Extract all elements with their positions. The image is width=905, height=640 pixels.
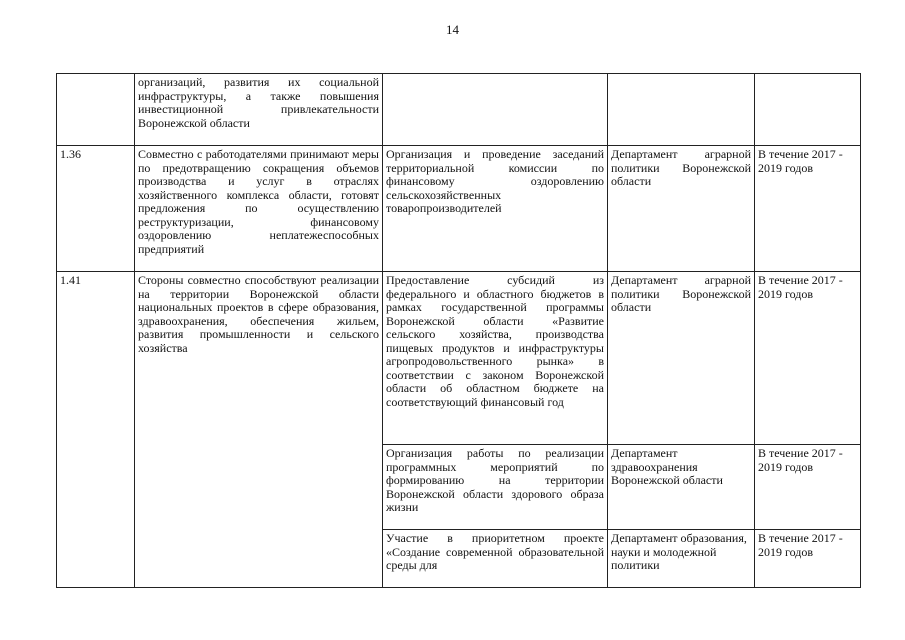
action-text: Участие в приоритетном проекте «Создание современной образовательной среды для: [383, 530, 608, 588]
action-text: [383, 74, 608, 146]
term-text: В течение 2017 - 2019 годов: [755, 272, 861, 445]
action-text: Организация работы по реализации программных мероприятий по формированию на территории Воронежской области здорового образа жизни: [383, 445, 608, 530]
responsible-text: Департамент здравоохранения Воронежской области: [608, 445, 755, 530]
row-number: 1.36: [57, 146, 135, 272]
table-row: [57, 146, 861, 272]
row-number: [57, 74, 135, 146]
term-text: В течение 2017 - 2019 годов: [755, 146, 861, 272]
measure-text: организаций, развития их социальной инфраструктуры, а также повышения инвестиционной привлекательности Воронежской области: [135, 74, 383, 146]
measure-text: Совместно с работодателями принимают меры по предотвращению сокращения объемов производства и услуг в отраслях хозяйственного комплекса области, готовят предложения по осуществлению реструктуризации, финансовому оздоровлению неплатежеспособных предприятий: [135, 146, 383, 272]
table-row: [57, 74, 861, 146]
term-text: В течение 2017 - 2019 годов: [755, 445, 861, 530]
responsible-text: [608, 74, 755, 146]
term-text: В течение 2017 - 2019 годов: [755, 530, 861, 588]
table-row: [57, 272, 861, 445]
action-text: Организация и проведение заседаний территориальной комиссии по финансовому оздоровлению сельскохозяйственных товаропроизводителей: [383, 146, 608, 272]
measure-text: Стороны совместно способствуют реализации на территории Воронежской области национальных проектов в сфере образования, здравоохранения, обеспечения жильем, развития промышленности и сельского хозяйства: [135, 272, 383, 588]
term-text: [755, 74, 861, 146]
page-number: 14: [446, 22, 459, 37]
action-text: Предоставление субсидий из федерального и областного бюджетов в рамках государственной программы Воронежской области «Развитие сельского хозяйства, производства пищевых продуктов и инфраструктуры агропродовольственного рынка» в соответствии с законом Воронежской области об областном бюджете на соответствующий финансовый год: [383, 272, 608, 445]
responsible-text: Департамент аграрной политики Воронежской области: [608, 146, 755, 272]
responsible-text: Департамент образования, науки и молодежной политики: [608, 530, 755, 588]
responsible-text: Департамент аграрной политики Воронежской области: [608, 272, 755, 445]
plan-table: [56, 73, 861, 588]
row-number: 1.41: [57, 272, 135, 588]
